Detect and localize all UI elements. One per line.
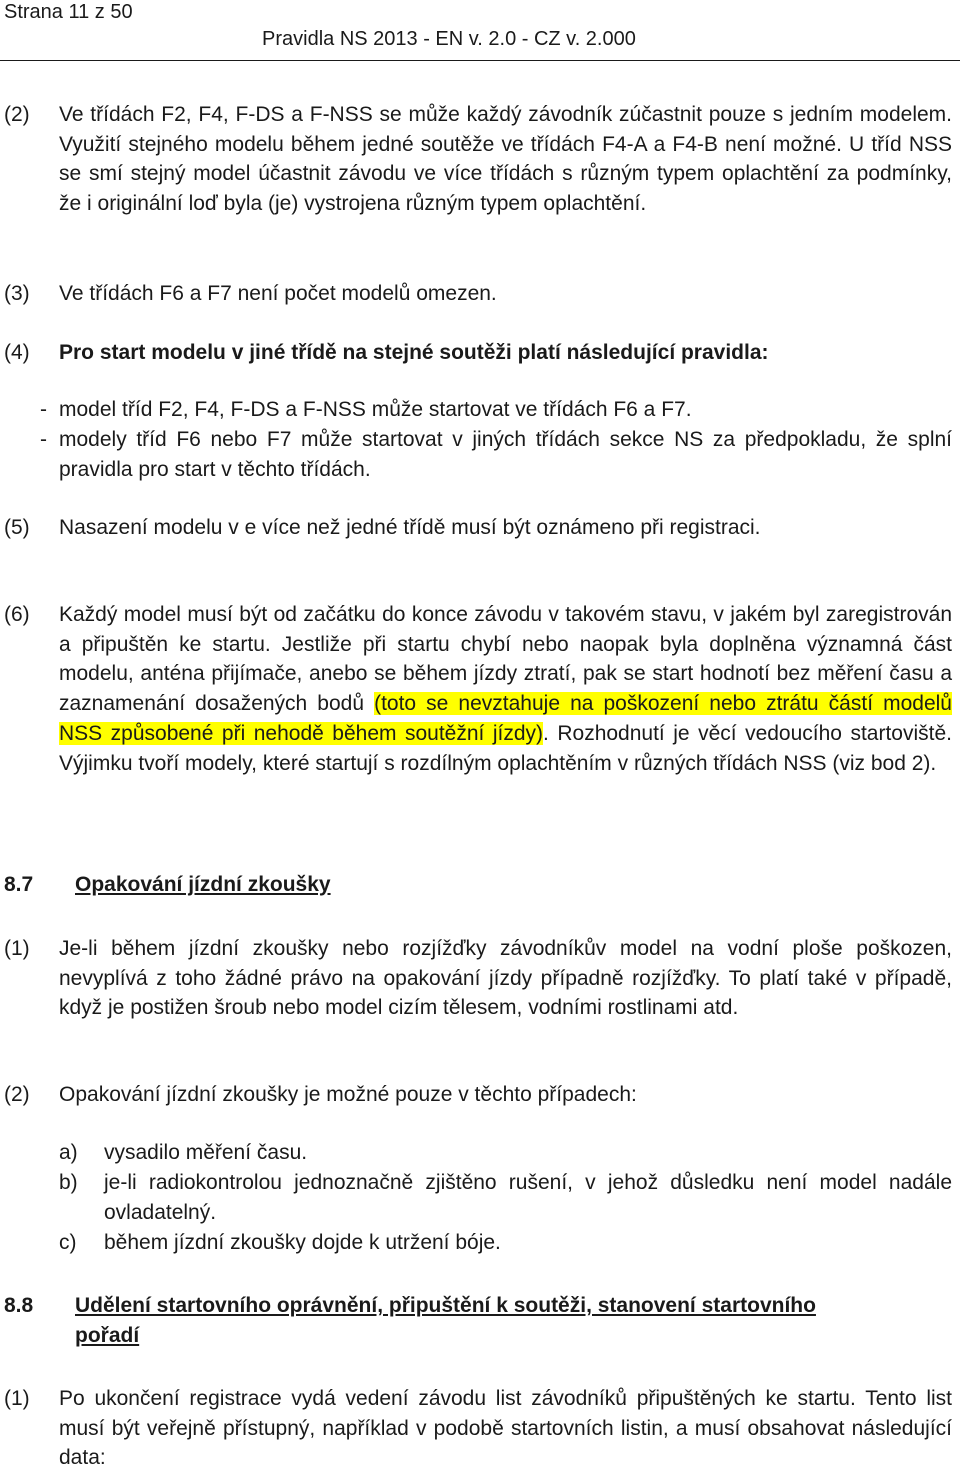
page-number: Strana 11 z 50 [4, 1, 133, 23]
list-item-text: je-li radiokontrolou jednoznačně zjištěno rušení, v jehož důsledku není model nadále ovladatelný. [104, 1171, 952, 1224]
list-item-text: vysadilo měření času. [104, 1141, 308, 1164]
paragraph-2 [0, 100, 960, 219]
paragraph-text [59, 600, 952, 778]
list-item [59, 1228, 952, 1258]
section-title: Opakování jízdní zkoušky [75, 873, 331, 896]
list-item [40, 425, 952, 484]
paragraph-number: (6) [4, 603, 30, 626]
section-number: 8.7 [4, 873, 34, 896]
header-divider [0, 60, 960, 61]
paragraph-text: Ve třídách F6 a F7 není počet modelů omezen. [59, 282, 497, 305]
list-item [59, 1138, 952, 1168]
paragraph-5 [0, 513, 960, 543]
list-item-text: model tříd F2, F4, F-DS a F-NSS může startovat ve třídách F6 a F7. [59, 398, 692, 421]
paragraph-6 [0, 600, 960, 778]
paragraph-8-8-1 [0, 1384, 960, 1473]
list-item-marker: b) [59, 1171, 78, 1194]
paragraph-text: Po ukončení registrace vydá vedení závodu list závodníků připuštěných ke startu. Tento list musí být veřejně přístupný, například v podobě startovních listin, a musí obsahovat následující data: [59, 1387, 952, 1470]
paragraph-8-7-1 [0, 934, 960, 1023]
paragraph-number: (1) [4, 1387, 30, 1410]
paragraph-text-start: Každý model musí být od začátku do konce závodu v takovém stavu, v jakém byl zaregistrován a připuštěn ke startu. Jestliže při startu chybí nebo naopak byla doplněna významná část modelu, anténa přijímače, anebo se během jízdy ztratí, pak se start hodnotí bez měření času a zaznamenání dosažených bodů [59, 603, 952, 716]
list-item [40, 395, 952, 425]
paragraph-number: (2) [4, 103, 30, 126]
list-item-text: modely tříd F6 nebo F7 může startovat v jiných třídách sekce NS za předpokladu, že splní pravidla pro start v těchto třídách. [59, 428, 952, 481]
paragraph-number: (2) [4, 1083, 30, 1106]
section-heading-8-8 [0, 1291, 960, 1350]
section-number: 8.8 [4, 1294, 34, 1317]
paragraph-text: Je-li během jízdní zkoušky nebo rozjížďky závodníkův model na vodní ploše poškozen, nevyplívá z toho žádné právo na opakování jízdy případně rozjížďky. To platí také v případě, když je postižen šroub nebo model cizím tělesem, vodními rostlinami atd. [59, 937, 952, 1020]
highlighted-text: (toto se nevztahuje na poškození nebo ztrátu částí modelů NSS způsobené při nehodě během soutěžní jízdy) [59, 692, 952, 745]
list-item [59, 1168, 952, 1227]
dash-bullet: - [40, 428, 47, 451]
list-item-marker: a) [59, 1141, 78, 1164]
paragraph-number: (3) [4, 282, 30, 305]
paragraph-text: Opakování jízdní zkoušky je možné pouze v těchto případech: [59, 1083, 637, 1106]
list-item-marker: c) [59, 1231, 77, 1254]
paragraph-text: Ve třídách F2, F4, F-DS a F-NSS se může každý závodník zúčastnit pouze s jedním modelem. Využití stejného modelu během jedné soutěže ve třídách F4-A a F4-B není možné. U tříd NSS se smí stejný model účastnit závodu ve více třídách s různým typem oplachtění za podmínky, že i originální loď byla (je) vystrojena různým typem oplachtění. [59, 103, 952, 216]
list-item-text: během jízdní zkoušky dojde k utržení bóje. [104, 1231, 501, 1254]
paragraph-text: Pro start modelu v jiné třídě na stejné soutěži platí následující pravidla: [59, 341, 769, 364]
section-title: Udělení startovního oprávnění, připuštění k soutěži, stanovení startovního pořadí [75, 1294, 816, 1347]
document-title: Pravidla NS 2013 - EN v. 2.0 - CZ v. 2.000 [262, 28, 636, 50]
dash-bullet: - [40, 398, 47, 421]
paragraph-number: (4) [4, 341, 30, 364]
paragraph-text-end: . Rozhodnutí je věcí vedoucího startoviště. Výjimku tvoří modely, které startují s rozdílným oplachtěním v různých třídách NSS (viz bod 2). [59, 721, 953, 775]
paragraph-number: (1) [4, 937, 30, 960]
section-heading-8-7 [0, 870, 960, 900]
paragraph-number: (5) [4, 516, 30, 539]
paragraph-text: Nasazení modelu v e více než jedné třídě musí být oznámeno při registraci. [59, 516, 761, 539]
paragraph-4 [0, 338, 960, 368]
paragraph-3 [0, 279, 960, 309]
paragraph-8-7-2 [0, 1080, 960, 1110]
